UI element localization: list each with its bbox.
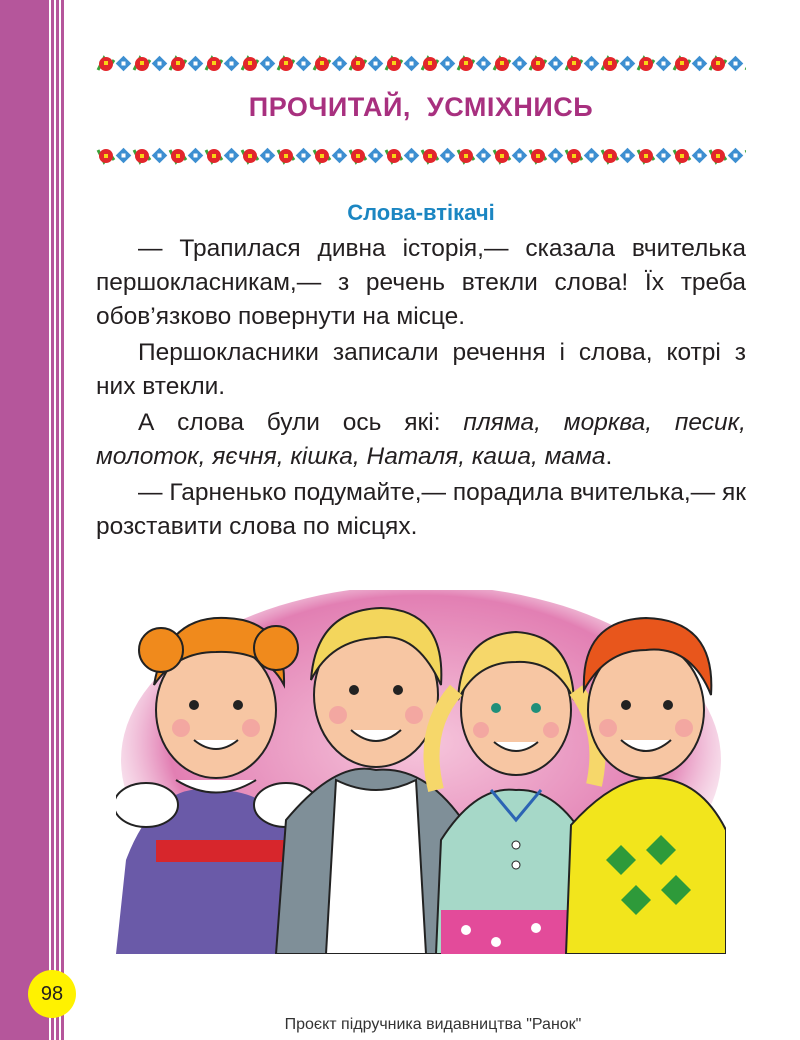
story-paragraph-1: — Трапилася дивна історія,— сказала вчителька першокласникам,— з речень втекли слова! Їх треба обов’язково повернути на місце. bbox=[96, 235, 746, 330]
page-number: 98 bbox=[28, 970, 76, 1018]
footer-publisher-note: Проєкт підручника видавництва "Ранок" bbox=[284, 1016, 582, 1033]
story-title: Слова-втікачі bbox=[347, 200, 495, 225]
word-list-italic: пляма, морква, песик, молоток, яєчня, кішка, Наталя, каша, мама bbox=[96, 409, 746, 470]
embroidery-ornament-bottom bbox=[96, 144, 746, 168]
sidebar-band bbox=[0, 0, 46, 1040]
story-paragraph-4: — Гарненько подумайте,— порадила вчителька,— як розставити слова по місцях. bbox=[96, 479, 746, 540]
paragraph-3-prefix: А слова були ось які: bbox=[138, 409, 464, 436]
sidebar-stripes bbox=[46, 0, 66, 1040]
paragraph-3-suffix: . bbox=[605, 443, 613, 470]
story-paragraph-2: Першокласники записали речення і слова, котрі з них втекли. bbox=[96, 339, 746, 400]
children-illustration bbox=[116, 590, 726, 954]
story-paragraph-3 bbox=[96, 406, 746, 474]
story-text bbox=[96, 232, 746, 544]
embroidery-ornament-top bbox=[96, 52, 746, 76]
page-heading: ПРОЧИТАЙ, УСМІХНИСЬ bbox=[248, 92, 594, 122]
